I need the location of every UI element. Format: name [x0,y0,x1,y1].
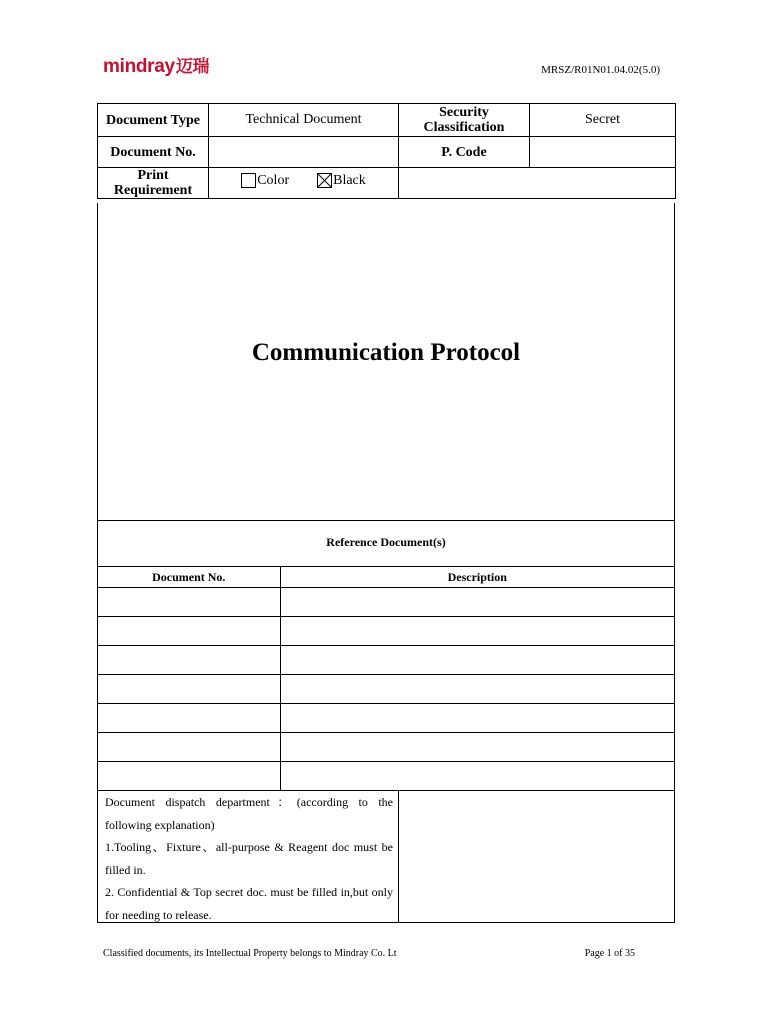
document-reference-code: MRSZ/R01N01.04.02(5.0) [541,64,660,76]
document-body-frame [97,203,675,923]
dispatch-line-1: Document dispatch department：(according to the following explanation) [105,795,393,832]
pcode-label: P. Code [399,137,530,168]
print-options [209,168,399,199]
dispatch-line-2: 1.Tooling、Fixture、all-purpose & Reagent doc must be filled in. [105,840,393,877]
black-checkbox[interactable] [317,173,366,189]
color-checkbox[interactable] [241,173,289,189]
table-row [98,733,674,762]
doc-no-label: Document No. [98,137,209,168]
ref-description-cell [280,646,674,675]
col-header-doc-no: Document No. [98,567,280,588]
dispatch-line-3: 2. Confidential & Top secret doc. must be filled in,but only for needing to release. [105,885,393,922]
ref-doc-no-cell [98,588,280,617]
ref-doc-no-cell [98,762,280,791]
dispatch-instructions [105,791,393,926]
reference-heading-row [98,520,674,567]
doc-no-value [209,137,399,168]
ref-doc-no-cell [98,617,280,646]
document-title: Communication Protocol [251,339,521,366]
footer-notice: Classified documents, its Intellectual Property belongs to Mindray Co. Lt [103,948,397,959]
table-row [98,617,674,646]
ref-description-cell [280,733,674,762]
reference-heading: Reference Document(s) [326,535,446,549]
table-row [98,762,674,791]
table-row [98,675,674,704]
ref-description-cell [280,762,674,791]
table-row [98,646,674,675]
ref-doc-no-cell [98,704,280,733]
color-option-label: Color [257,172,290,188]
mindray-logo [103,52,209,78]
ref-description-cell [280,704,674,733]
pcode-value [530,137,676,168]
logo-cn-text: 迈瑞 [175,57,210,76]
ref-description-cell [280,588,674,617]
dispatch-section [98,790,674,923]
security-classification-label: Security Classification [399,104,530,137]
ref-doc-no-cell [98,733,280,762]
ref-doc-no-cell [98,646,280,675]
checkbox-empty-icon [241,173,256,188]
black-option-label: Black [333,172,366,188]
dispatch-divider [398,791,399,923]
ref-doc-no-cell [98,675,280,704]
col-header-description: Description [280,567,674,588]
doc-type-label: Document Type [98,104,209,137]
ref-description-cell [280,617,674,646]
reference-table [98,566,674,790]
table-row [98,704,674,733]
page-number: Page 1 of 35 [584,948,635,959]
document-info-table [97,103,676,199]
checkbox-checked-icon [317,173,332,188]
table-row [98,588,674,617]
doc-type-value: Technical Document [209,104,399,137]
security-classification-value: Secret [530,104,676,137]
logo-text: mindray [103,56,175,77]
print-requirement-label: Print Requirement [98,168,209,199]
print-requirement-blank [399,168,676,199]
reference-table-header [98,567,674,588]
ref-description-cell [280,675,674,704]
